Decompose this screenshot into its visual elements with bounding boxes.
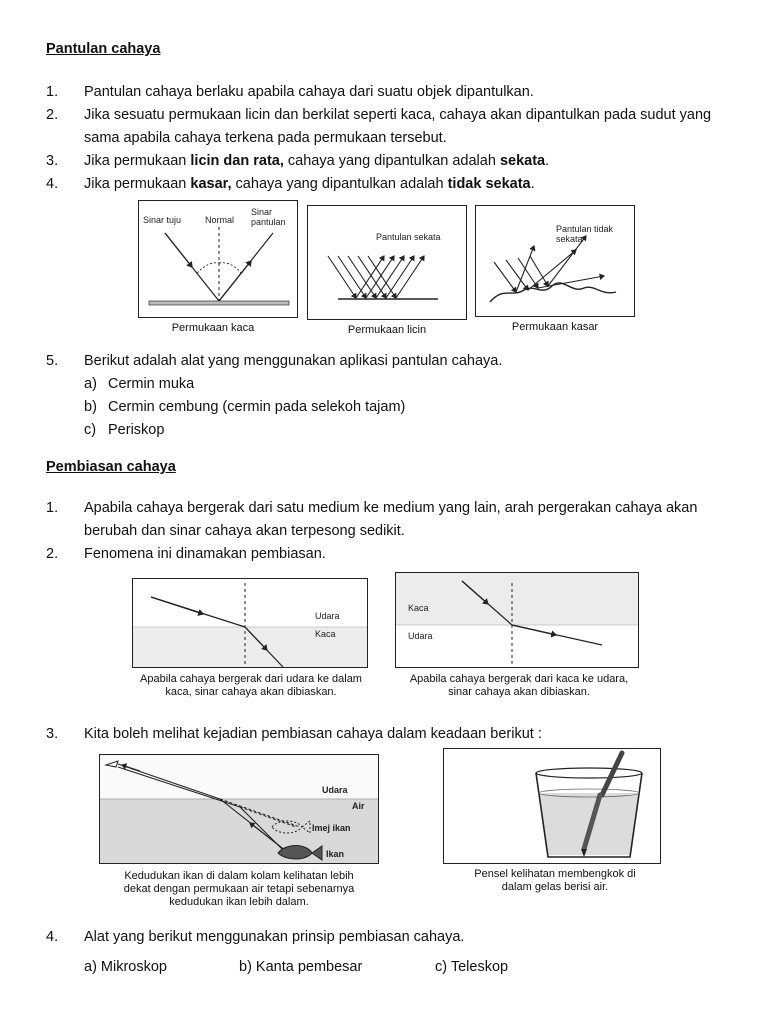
refraction-item-1-line1: Apabila cahaya bergerak dari satu medium ke medium yang lain, arah pergerakan cahaya akan <box>84 500 698 516</box>
refraction-item-3: Kita boleh melihat kejadian pembiasan cahaya dalam keadaan berikut : <box>84 726 542 742</box>
figure-refraction-glass-to-air <box>395 572 639 668</box>
label-air: Udara <box>315 611 340 621</box>
label-incident-ray: Sinar tuju <box>143 215 182 225</box>
application-text: Cermin cembung (cermin pada selekoh tajam) <box>108 399 406 415</box>
smooth-reflection-diagram <box>308 206 467 320</box>
item-number: 3. <box>46 726 59 742</box>
angle-arc-incident <box>197 263 219 273</box>
reflection-item-5: Berikut adalah alat yang menggunakan aplikasi pantulan cahaya. <box>84 353 503 369</box>
label-glass: Kaca <box>408 603 429 613</box>
fish-pond-diagram <box>100 755 379 864</box>
item-number: 2. <box>46 107 59 123</box>
figure-fish-pond <box>99 754 379 864</box>
label-regular-reflection: Pantulan sekata <box>376 232 441 242</box>
application-item <box>84 396 405 419</box>
figure-smooth-reflection <box>307 205 467 320</box>
refraction-glass-air-diagram <box>396 573 639 668</box>
item-number: 5. <box>46 353 59 369</box>
rough-reflection-diagram <box>476 206 635 317</box>
bold-run: kasar, <box>190 176 232 192</box>
bold-run: sekata <box>499 153 546 169</box>
figure-refraction-air-to-glass <box>132 578 368 668</box>
bold-run: licin dan rata, <box>190 153 284 169</box>
label-diffuse-reflection-1: Pantulan tidak <box>556 224 614 234</box>
application-text: Periskop <box>108 422 165 438</box>
text-run: cahaya yang dipantulkan adalah <box>283 153 500 169</box>
caption-glass-surface: Permukaan kaca <box>171 322 255 334</box>
item-number: 1. <box>46 500 59 516</box>
list-label: c) <box>84 422 97 438</box>
label-water: Air <box>352 801 365 811</box>
section-heading-refraction: Pembiasan cahaya <box>46 459 176 475</box>
label-reflected-ray-2: pantulan <box>251 217 286 227</box>
label-fish-image: Imej ikan <box>312 823 351 833</box>
instrument-magnifier: b) Kanta pembesar <box>239 959 363 975</box>
list-label: b) <box>84 399 97 415</box>
caption-line: Apabila cahaya bergerak dari udara ke dalam <box>140 673 362 685</box>
caption-line: Apabila cahaya bergerak dari kaca ke udara, <box>409 673 629 685</box>
caption-line: dekat dengan permukaan air tetapi sebenarnya <box>123 883 355 895</box>
glass-reflection-diagram <box>139 201 298 318</box>
label-air: Udara <box>322 785 348 795</box>
figure-pencil-glass <box>443 748 661 864</box>
item-number: 4. <box>46 929 59 945</box>
text-run: Jika permukaan <box>84 153 191 169</box>
text-run: Jika permukaan <box>84 176 191 192</box>
text-run: . <box>545 153 550 169</box>
caption-line: kedudukan ikan lebih dalam. <box>169 896 309 908</box>
label-reflected-ray-1: Sinar <box>251 207 273 217</box>
application-text: Cermin muka <box>108 376 195 392</box>
caption-glass-to-air <box>394 673 644 699</box>
item-number: 4. <box>46 176 59 192</box>
caption-pencil-glass <box>450 868 660 894</box>
caption-line: kaca, sinar cahaya akan dibiaskan. <box>165 686 337 698</box>
figure-rough-reflection <box>475 205 635 317</box>
caption-line: Kedudukan ikan di dalam kolam kelihatan lebih <box>124 870 354 882</box>
text-run: . <box>530 176 535 192</box>
refraction-air-glass-diagram <box>133 579 368 668</box>
glass-medium <box>396 573 639 625</box>
label-diffuse-reflection-2: sekata <box>556 234 583 244</box>
item-number: 1. <box>46 84 59 100</box>
reflection-item-2-line2: sama apabila cahaya terkena pada permukaan tersebut. <box>84 130 447 146</box>
instrument-telescope: c) Teleskop <box>435 959 509 975</box>
caption-air-to-glass <box>126 673 376 699</box>
instrument-microscope: a) Mikroskop <box>84 959 167 975</box>
label-air: Udara <box>408 631 433 641</box>
pencil-glass-diagram <box>444 749 661 864</box>
caption-fish-pond <box>104 870 374 909</box>
section-heading-reflection: Pantulan cahaya <box>46 41 161 57</box>
item-number: 3. <box>46 153 59 169</box>
bold-run: tidak sekata <box>447 176 531 192</box>
label-normal: Normal <box>205 215 235 225</box>
text-run: cahaya yang dipantulkan adalah <box>231 176 448 192</box>
application-item <box>84 419 164 442</box>
list-label: a) <box>84 376 97 392</box>
refraction-item-2: Fenomena ini dinamakan pembiasan. <box>84 546 326 562</box>
application-item <box>84 373 194 396</box>
reflection-item-3 <box>84 150 549 173</box>
reflection-item-4 <box>84 173 535 196</box>
item-number: 2. <box>46 546 59 562</box>
caption-line: Pensel kelihatan membengkok di <box>474 868 636 880</box>
label-fish: Ikan <box>326 849 345 859</box>
reflection-item-1: Pantulan cahaya berlaku apabila cahaya dari suatu objek dipantulkan. <box>84 84 534 100</box>
refraction-item-1-line2: berubah dan sinar cahaya akan terpesong sedikit. <box>84 523 405 539</box>
caption-rough-surface: Permukaan kasar <box>511 321 599 333</box>
angle-arc-reflected <box>219 263 241 273</box>
caption-line: dalam gelas berisi air. <box>501 881 609 893</box>
rough-surface <box>490 283 616 302</box>
caption-smooth-surface: Permukaan licin <box>347 324 427 336</box>
caption-line: sinar cahaya akan dibiaskan. <box>448 686 590 698</box>
figure-glass-reflection <box>138 200 298 318</box>
refraction-item-4: Alat yang berikut menggunakan prinsip pembiasan cahaya. <box>84 929 465 945</box>
reflection-item-2-line1: Jika sesuatu permukaan licin dan berkilat seperti kaca, cahaya akan dipantulkan pada sudut yang <box>84 107 712 123</box>
mirror-surface <box>149 301 289 305</box>
label-glass: Kaca <box>315 629 336 639</box>
